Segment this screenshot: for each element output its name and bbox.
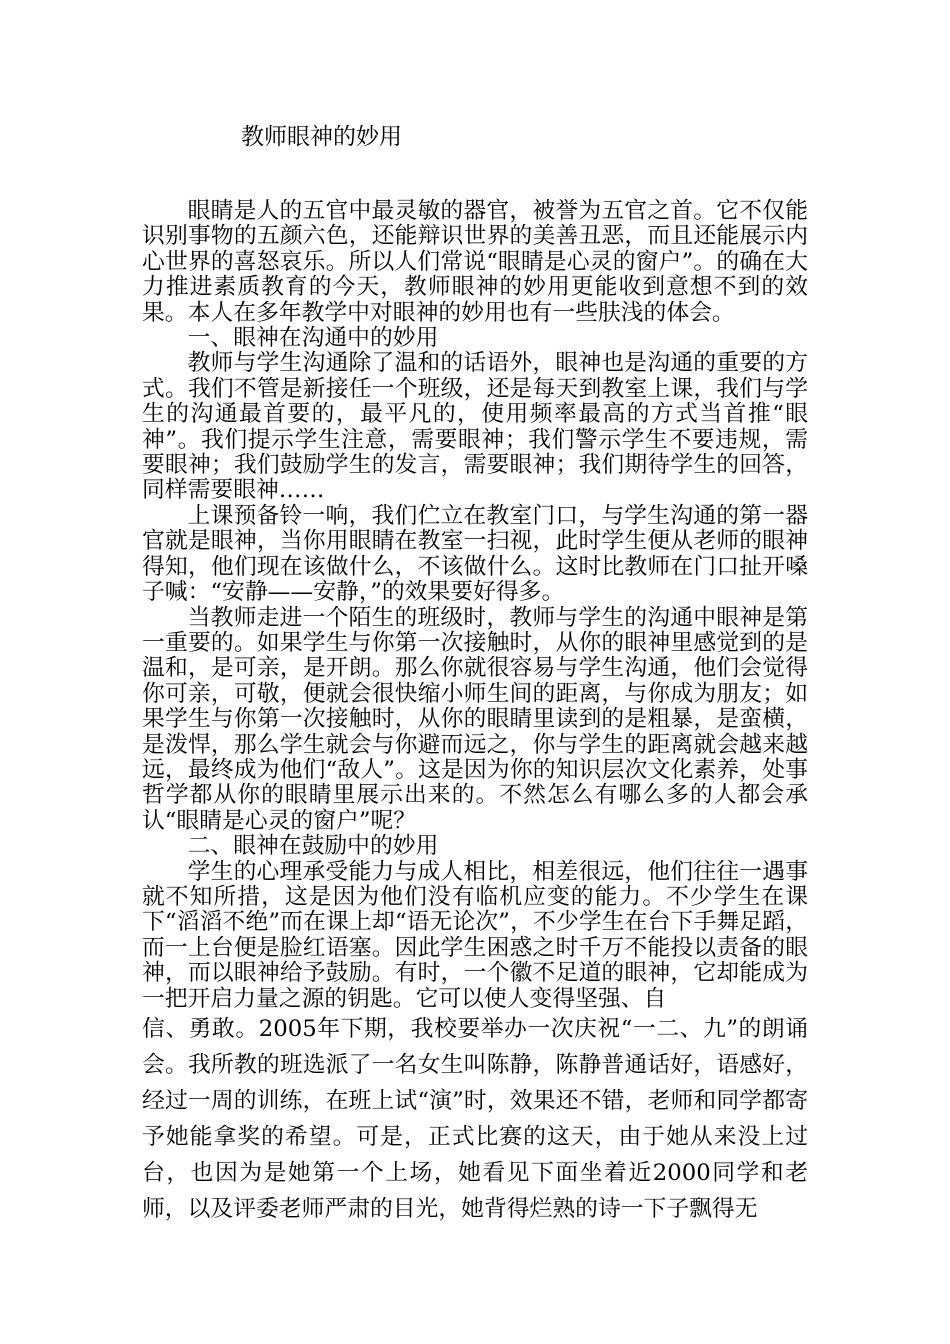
section-heading-encouragement: 二、眼神在鼓励中的妙用 xyxy=(187,833,439,860)
paragraph-communication-2: 上课预备铃一响，我们伫立在教室门口，与学生沟通的第一器官就是眼神，当你用眼睛在教室一扫视，此时学生便从老师的眼神得知，他们现在该做什么，不该做什么。这时比教师在门口扯开嗓子喊：“安静——安静，”的效果要好得多。 xyxy=(142,502,808,606)
paragraph-encouragement-1: 学生的心理承受能力与成人相比，相差很远，他们往往一遇事就不知所措，这是因为他们没有临机应变的能力。不少学生在课下“滔滔不绝”而在课上却“语无论次”，不少学生在台下手舞足蹈，而一上台便是脸红语塞。因此学生困惑之时千万不能投以责备的眼神，而以眼神给予鼓励。有时，一个徽不足道的眼神，它却能成为一把开启力量之源的钥匙。它可以使人变得坚强、自 xyxy=(142,858,808,1012)
paragraph-intro: 眼睛是人的五官中最灵敏的器官，被誉为五官之首。它不仅能识别事物的五颜六色，还能辩识世界的美善丑恶，而且还能展示内心世界的喜怒哀乐。所以人们常说“眼睛是心灵的窗户”。的确在大力推进素质教育的今天，教师眼神的妙用更能收到意想不到的效果。本人在多年教学中对眼神的妙用也有一些肤浅的体会。 xyxy=(142,198,808,326)
document-body xyxy=(142,199,808,1227)
document-title: 教师眼神的妙用 xyxy=(241,124,402,150)
paragraph-encouragement-2: 信、勇敢。2005年下期，我校要举办一次庆祝“一二、九”的朗诵会。我所教的班选派了一名女生叫陈静，陈静普通话好，语感好，经过一周的训练，在班上试“演”时，效果还不错，老师和同学都寄予她能拿奖的希望。可是，正式比赛的这天，由于她从来没上过台，也因为是她第一个上场，她看见下面坐着近2000同学和老师，以及评委老师严肃的目光，她背得烂熟的诗一下子飘得无 xyxy=(142,1016,808,1222)
paragraph-communication-3: 当教师走进一个陌生的班级时，教师与学生的沟通中眼神是第一重要的。如果学生与你第一次接触时，从你的眼神里感觉到的是温和，是可亲，是开朗。那么你就很容易与学生沟通，他们会觉得你可亲，可敬，便就会很快缩小师生间的距离，与你成为朋友；如果学生与你第一次接触时，从你的眼睛里读到的是粗暴，是蛮横，是泼悍，那么学生就会与你避而远之，你与学生的距离就会越来越远，最终成为他们“敌人”。这是因为你的知识层次文化素养，处事哲学都从你的眼睛里展示出来的。不然怎么有哪么多的人都会承认“眼睛是心灵的窗户”呢？ xyxy=(142,604,808,834)
section-heading-communication: 一、眼神在沟通中的妙用 xyxy=(187,325,439,352)
paragraph-communication-1: 教师与学生沟通除了温和的话语外，眼神也是沟通的重要的方式。我们不管是新接任一个班级，还是每天到教室上课，我们与学生的沟通最首要的，最平凡的，使用频率最高的方式当首推“眼神”。我们提示学生注意，需要眼神；我们警示学生不要违规，需要眼神；我们鼓励学生的发言，需要眼神；我们期待学生的回答，同样需要眼神…… xyxy=(142,350,808,504)
